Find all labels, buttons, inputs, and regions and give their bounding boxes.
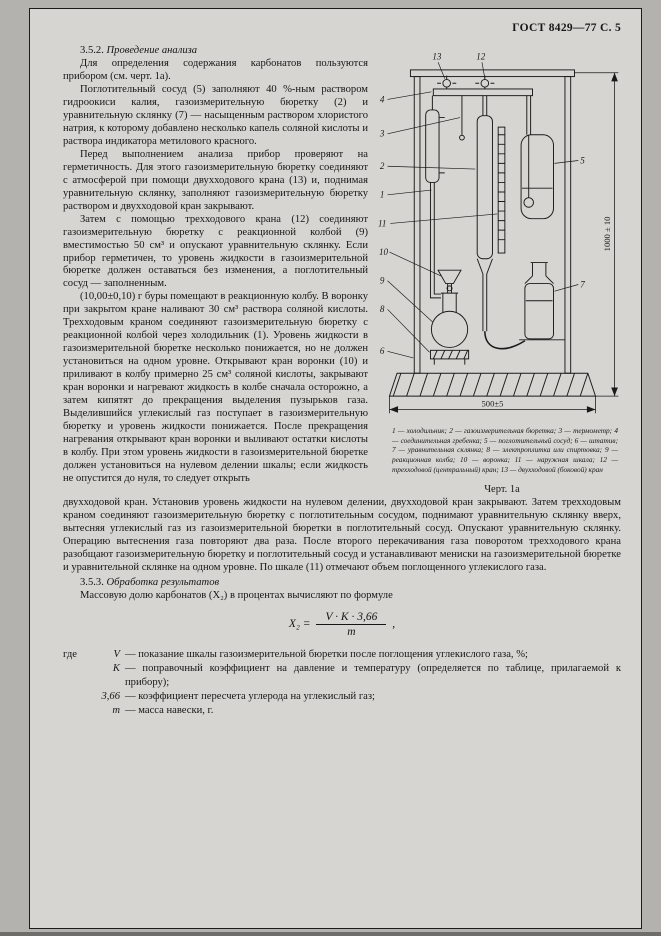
callout-3: 3	[379, 128, 385, 139]
definition-row-366	[63, 690, 621, 704]
width-dimension-label: 500±5	[481, 398, 504, 409]
document-page	[29, 8, 642, 929]
paragraph-2: Поглотительный сосуд (5) заполняют 40 %-ным раствором гидроокиси калия, газоизмерительную бюретку (2) и уравнительную склянку (7) — насыщенным раствором хлористого натрия, к которому добавлено несколько капель соляной кислоты и раствора индикатора метилового красного.	[63, 83, 368, 147]
condenser	[426, 96, 445, 298]
left-text-column	[63, 45, 368, 495]
figure-column	[378, 45, 626, 495]
formula-intro: Массовую долю карбонатов (Х₂) в процентах вычисляют по формуле	[80, 589, 393, 601]
callout-6: 6	[379, 346, 385, 357]
callout-10: 10	[378, 246, 389, 257]
paragraph-1: Для определения содержания карбонатов пользуются прибором (см. черт. 1а).	[63, 57, 368, 82]
definitions-lead-spacer	[63, 690, 89, 704]
dropping-funnel	[438, 270, 461, 293]
definition-row-k	[63, 662, 621, 690]
section-3-5-2-number: 3.5.2.	[80, 45, 104, 56]
doc-header: ГОСТ 8429—77 С. 5	[512, 22, 621, 34]
figure-caption: Черт. 1а	[484, 483, 520, 495]
definition-text: — масса навески, г.	[125, 704, 214, 716]
definitions-list	[63, 648, 621, 717]
definition-text: — показание шкалы газоизмерительной бюретки после поглощения углекислого газа, %;	[125, 649, 529, 661]
manifold-and-stopcocks	[433, 76, 532, 96]
callout-4: 4	[379, 94, 385, 105]
section-3-5-2-title: Проведение анализа	[106, 45, 198, 56]
callout-12: 12	[476, 51, 486, 62]
height-dimension-label: 1000 ± 10	[601, 216, 612, 252]
paragraph-5: (10,00±0,10) г буры помещают в реакционную колбу. В воронку при закрытом кране наливают 30 см³ раствора соляной кислоты. Трехходовым краном соединяют газоизмерительную бюретку с реакционной колбой через холодильник (1). Уровень жидкости в газоизмерительной бюретке несколько понижается, но не должен установиться на одном уровне. Открывают кран воронки (10) и приливают в колбу примерно 25 см³ соляной кислоты, закрывают кран воронки и нагревают жидкость в колбе сначала осторожно, а затем кипятят до прекращения выделения пузырьков газа. Выделившийся углекислый газ поступает в газоизмерительную бюретку и уровень жидкости понижается. После прекращения нагревания открывают кран воронки и выливают остатки кислоты в колбу. При этом уровень жидкости в газоизмерительной бюретке должен установиться на нулевом делении шкалы; если жидкость не опустится до нуля, то следует открыть	[63, 291, 368, 484]
outer-scale	[498, 127, 505, 253]
figure-legend: 1 — холодильник; 2 — газоизмерительная бюретка; 3 — термометр; 4 — соединительная гребенка; 5 — поглотительный сосуд; 6 — штатив; 7 — уравнительная склянка; 8 — электроплитка или спиртовка; 9 — реакционная колба; 10 — воронка; 11 — наружная шкала; 12 — трехходовой (центральный) кран; 13 — двухходовой (боковой) кран	[392, 425, 618, 474]
definition-text: — поправочный коэффициент на давление и температуру (определяется по таблице, прилагаемой к прибору);	[125, 663, 621, 689]
definitions-lead-spacer	[63, 662, 89, 690]
definitions-lead-spacer	[63, 704, 89, 718]
definitions-lead: где	[63, 649, 77, 661]
apparatus-diagram	[378, 47, 626, 421]
section-3-5-3-title: Обработка результатов	[106, 576, 220, 588]
leveling-bottle	[519, 263, 565, 340]
formula-numerator: V · K · 3,66	[316, 611, 386, 625]
callout-5: 5	[580, 155, 585, 166]
definition-term: 3,66	[101, 690, 120, 702]
definition-row-m	[63, 704, 621, 718]
thermometer	[460, 96, 465, 140]
callout-11: 11	[378, 218, 387, 229]
callout-2: 2	[379, 161, 385, 172]
absorption-vessel	[521, 96, 553, 219]
definition-row-v	[63, 648, 621, 662]
reaction-flask	[431, 293, 467, 347]
definition-text: — коэффициент пересчета углерода на углекислый газ;	[125, 690, 375, 702]
hot-plate	[430, 350, 468, 364]
paragraph-3: Перед выполнением анализа прибор проверяют на герметичность. Для этого газоизмерительную бюретку соединяют с атмосферой при помощи двухходового крана (13) и, поднимая уравнительную склянку, заполняют газоизмерительную бюретку раствором и двухходовой кран закрывают.	[63, 148, 368, 212]
section-3-5-3-number: 3.5.3.	[80, 576, 104, 588]
formula-trailing-comma: ,	[392, 618, 396, 631]
definition-term: V	[113, 649, 120, 661]
callout-9: 9	[379, 275, 385, 286]
callout-8: 8	[379, 304, 385, 315]
callout-13: 13	[432, 51, 442, 62]
formula-x2	[63, 611, 621, 638]
formula-lhs: Х₂ =	[288, 618, 311, 631]
section-3-5-3-heading	[63, 577, 621, 590]
gas-burette	[477, 96, 525, 349]
paragraph-4: Затем с помощью трехходового крана (12) соединяют газоизмерительную бюретку с реакционной колбой (9) вместимостью 50 см³ и опускают уравнительную склянку. Если прибор герметичен, то уровень жидкости в газоизмерительной бюретке должен оставаться без изменения, а поглотительный сосуд — заполненным.	[63, 213, 368, 290]
callout-7: 7	[580, 279, 585, 290]
section-3-5-2-heading	[63, 45, 368, 58]
definition-term: K	[112, 663, 120, 675]
formula-denominator: m	[347, 626, 356, 639]
definition-term: m	[112, 704, 120, 716]
formula-fraction	[316, 611, 386, 638]
upper-two-column-area	[63, 45, 621, 495]
callout-1: 1	[379, 189, 385, 200]
continuation-paragraph: двухходовой кран. Установив уровень жидкости на нулевом делении, двухходовой кран закрывают. Затем трехходовым краном соединяют газоизмерительную бюретку с поглотительным сосудом, поднимают уравнительную склянку вверх, вытесняя углекислый газ из газоизмерительной бюретки в поглотительный сосуд. Опускают уравнительную склянку. Операцию вытеснения газа повторяют два раза. После второго перекачивания газа поворотом трехходового крана разобщают газоизмерительную бюретку и поглотительный сосуд и устанавливают мениски на газоизмерительной бюретке и уравнительной склянке на одном уровне. По шкале (11) отмечают объем поглощенного углекислого газа.	[63, 496, 621, 573]
